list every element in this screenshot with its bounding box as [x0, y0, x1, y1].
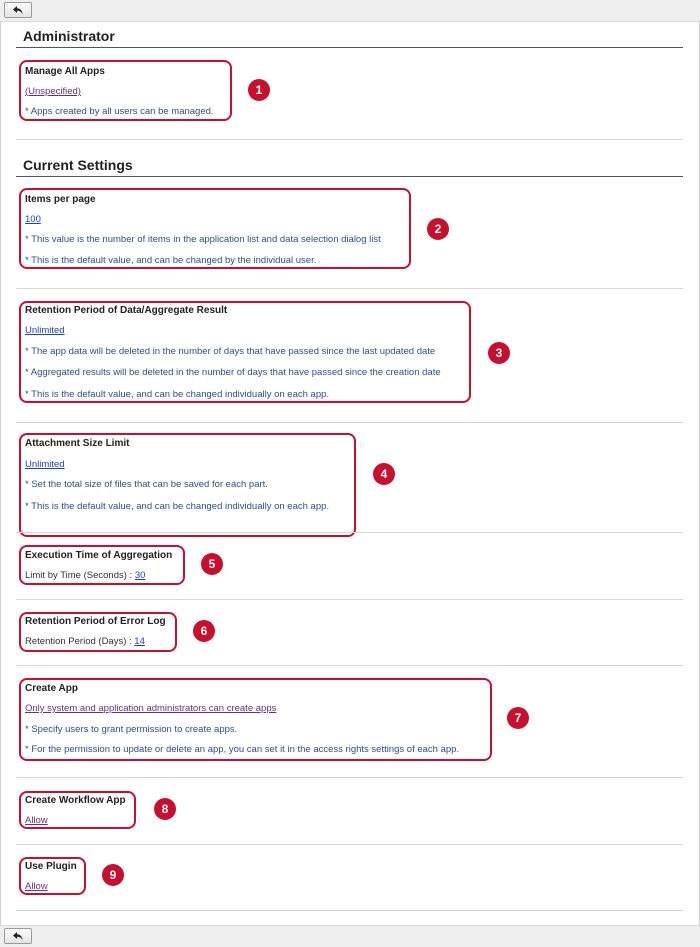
use-plugin-link[interactable]: Allow: [25, 881, 48, 892]
callout-badge-9: 9: [102, 864, 124, 886]
attachment-limit-value: [25, 459, 65, 471]
error-log-label: Retention Period of Error Log: [25, 616, 166, 627]
separator: [16, 599, 683, 600]
manage-all-apps-note: * Apps created by all users can be managed.: [25, 106, 214, 117]
retention-data-value: [25, 325, 65, 337]
back-button[interactable]: [4, 2, 32, 18]
create-app-link[interactable]: Only system and application administrators can create apps: [25, 703, 277, 714]
separator: [16, 288, 683, 289]
separator: [16, 844, 683, 845]
callout-badge-2: 2: [427, 218, 449, 240]
separator: [16, 422, 683, 423]
back-arrow-icon: [13, 932, 24, 941]
attachment-limit-link[interactable]: Unlimited: [25, 459, 65, 470]
create-workflow-app-label: Create Workflow App: [25, 795, 126, 806]
section-divider: [16, 176, 683, 177]
retention-data-note-2: * Aggregated results will be deleted in the number of days that have passed since the creation date: [25, 367, 441, 378]
bottom-toolbar: [0, 925, 700, 947]
create-workflow-app-value: [25, 815, 48, 827]
create-app-value: [25, 703, 276, 715]
use-plugin-label: Use Plugin: [25, 861, 77, 872]
callout-badge-4: 4: [373, 463, 395, 485]
callout-badge-5: 5: [201, 553, 223, 575]
items-per-page-note-2: * This is the default value, and can be changed by the individual user.: [25, 255, 317, 266]
execution-time-row: Limit by Time (Seconds) : 30: [25, 570, 146, 581]
separator: [16, 665, 683, 666]
retention-data-label: Retention Period of Data/Aggregate Result: [25, 305, 228, 316]
items-per-page-label: Items per page: [25, 194, 96, 205]
section-title-administrator: Administrator: [23, 28, 115, 44]
manage-all-apps-link[interactable]: (Unspecified): [25, 86, 81, 97]
error-log-link[interactable]: 14: [134, 636, 145, 647]
items-per-page-value: [25, 214, 41, 226]
callout-badge-1: 1: [248, 79, 270, 101]
manage-all-apps-label: Manage All Apps: [25, 66, 105, 77]
retention-data-note-1: * The app data will be deleted in the number of days that have passed since the last updated date: [25, 346, 436, 357]
section-divider: [16, 47, 683, 48]
callout-badge-7: 7: [507, 707, 529, 729]
section-title-current-settings: Current Settings: [23, 157, 133, 173]
create-app-note-1: * Specify users to grant permission to create apps.: [25, 724, 238, 735]
execution-time-label: Execution Time of Aggregation: [25, 550, 173, 561]
manage-all-apps-value: [25, 86, 81, 98]
back-arrow-icon: [13, 6, 24, 15]
error-log-row: Retention Period (Days) : 14: [25, 636, 145, 647]
back-button[interactable]: [4, 928, 32, 944]
callout-badge-3: 3: [488, 342, 510, 364]
create-workflow-app-link[interactable]: Allow: [25, 815, 48, 826]
use-plugin-value: [25, 881, 48, 893]
execution-time-link[interactable]: 30: [134, 570, 146, 581]
retention-data-note-3: * This is the default value, and can be changed individually on each app.: [25, 389, 330, 400]
items-per-page-note-1: * This value is the number of items in the application list and data selection dialog list: [25, 234, 381, 245]
callout-badge-6: 6: [193, 620, 215, 642]
callout-badge-8: 8: [154, 798, 176, 820]
separator: [16, 532, 683, 533]
retention-data-link[interactable]: Unlimited: [25, 325, 65, 336]
separator: [16, 139, 683, 140]
separator: [16, 777, 683, 778]
settings-panel: [0, 22, 700, 925]
create-app-note-2: * For the permission to update or delete an app, you can set it in the access rights settings of each app.: [25, 744, 460, 755]
attachment-limit-note-2: * This is the default value, and can be changed individually on each app.: [25, 501, 330, 512]
separator: [16, 910, 683, 911]
attachment-limit-label: Attachment Size Limit: [25, 438, 130, 449]
items-per-page-link[interactable]: 100: [25, 214, 41, 225]
attachment-limit-note-1: * Set the total size of files that can be saved for each part.: [25, 479, 268, 490]
create-app-label: Create App: [25, 683, 78, 694]
top-toolbar: [0, 0, 700, 22]
